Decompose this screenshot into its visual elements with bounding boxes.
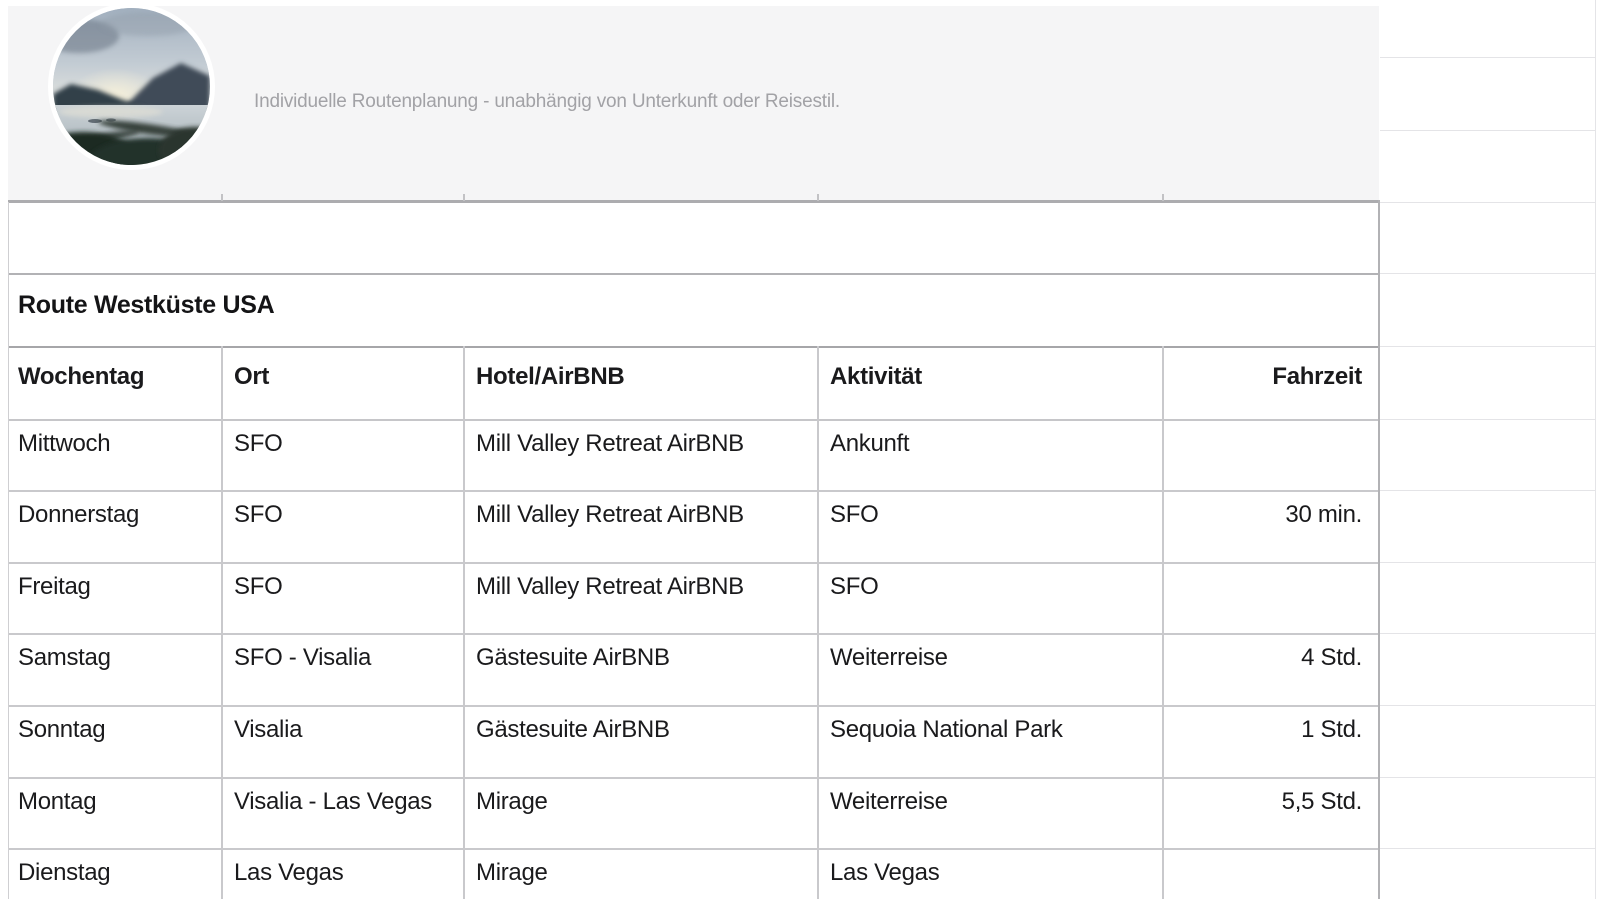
table-cell[interactable]: Las Vegas (830, 859, 940, 886)
table-cell[interactable]: Mirage (476, 859, 548, 886)
grid-line (8, 848, 1378, 850)
table-cell[interactable]: Dienstag (18, 859, 111, 886)
grid-line (1380, 202, 1595, 203)
table-cell[interactable]: Weiterreise (830, 788, 948, 815)
grid-tick (817, 194, 819, 201)
table-cell[interactable]: Montag (18, 788, 97, 815)
grid-line (8, 490, 1378, 492)
grid-line (1380, 346, 1595, 347)
table-cell[interactable]: 4 Std. (1301, 644, 1362, 671)
site-logo-avatar (48, 3, 215, 170)
table-cell[interactable]: 30 min. (1285, 501, 1362, 528)
grid-line (1380, 562, 1595, 563)
table-cell[interactable]: SFO (830, 573, 879, 600)
table-cell[interactable]: Weiterreise (830, 644, 948, 671)
grid-line (8, 202, 9, 899)
column-header-fahrzeit[interactable]: Fahrzeit (1272, 363, 1362, 390)
grid-line (1380, 490, 1595, 491)
table-cell[interactable]: Samstag (18, 644, 111, 671)
table-cell[interactable]: Mill Valley Retreat AirBNB (476, 501, 744, 528)
grid-line (1380, 633, 1595, 634)
table-cell[interactable]: Gästesuite AirBNB (476, 716, 670, 743)
lake-sunset-photo-icon (53, 8, 210, 165)
grid-line (1162, 346, 1164, 899)
table-cell[interactable]: Sequoia National Park (830, 716, 1063, 743)
table-cell[interactable]: Visalia - Las Vegas (234, 788, 432, 815)
grid-line (8, 777, 1378, 779)
table-cell[interactable]: 1 Std. (1301, 716, 1362, 743)
header-bottom-rule (8, 200, 1379, 203)
table-cell[interactable]: SFO (234, 501, 283, 528)
column-header-hotel[interactable]: Hotel/AirBNB (476, 363, 625, 390)
grid-line (1378, 200, 1380, 899)
column-header-wochentag[interactable]: Wochentag (18, 363, 145, 390)
grid-line (8, 419, 1378, 421)
table-cell[interactable]: Donnerstag (18, 501, 140, 528)
column-header-aktivitaet[interactable]: Aktivität (830, 363, 922, 390)
table-cell[interactable]: SFO (234, 573, 283, 600)
table-cell[interactable]: Sonntag (18, 716, 106, 743)
grid-line (8, 633, 1378, 635)
table-title: Route Westküste USA (18, 291, 275, 319)
grid-tick (221, 194, 223, 201)
grid-tick (1162, 194, 1164, 201)
table-cell[interactable]: SFO - Visalia (234, 644, 372, 671)
grid-line (1595, 0, 1596, 899)
table-cell[interactable]: Mill Valley Retreat AirBNB (476, 430, 744, 457)
grid-line (1380, 130, 1595, 131)
grid-line (1380, 273, 1595, 274)
grid-line (463, 346, 465, 899)
table-cell[interactable]: SFO (234, 430, 283, 457)
grid-line (221, 346, 223, 899)
grid-tick (463, 194, 465, 201)
grid-line (1380, 848, 1595, 849)
grid-line (1380, 57, 1595, 58)
grid-line (1380, 777, 1595, 778)
table-cell[interactable]: Ankunft (830, 430, 910, 457)
grid-line (8, 562, 1378, 564)
grid-line (8, 273, 1378, 275)
column-header-ort[interactable]: Ort (234, 363, 270, 390)
grid-line (1380, 705, 1595, 706)
table-cell[interactable]: Freitag (18, 573, 91, 600)
table-cell[interactable]: Mittwoch (18, 430, 111, 457)
table-cell[interactable]: Visalia (234, 716, 303, 743)
site-tagline: Individuelle Routenplanung - unabhängig von Unterkunft oder Reisestil. (254, 91, 840, 112)
table-cell[interactable]: SFO (830, 501, 879, 528)
table-cell[interactable]: Gästesuite AirBNB (476, 644, 670, 671)
table-cell[interactable]: 5,5 Std. (1281, 788, 1362, 815)
table-cell[interactable]: Mirage (476, 788, 548, 815)
table-cell[interactable]: Mill Valley Retreat AirBNB (476, 573, 744, 600)
grid-line (1380, 419, 1595, 420)
site-header (8, 6, 1379, 201)
table-cell[interactable]: Las Vegas (234, 859, 344, 886)
grid-line (8, 705, 1378, 707)
grid-line (817, 346, 819, 899)
grid-line (8, 346, 1378, 348)
